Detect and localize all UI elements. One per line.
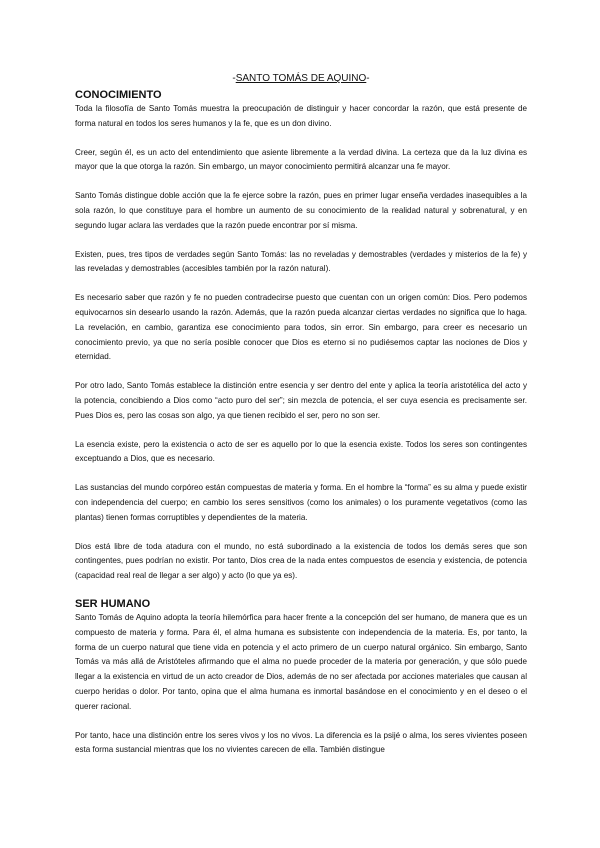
paragraph: Dios está libre de toda atadura con el mundo, no está subordinado a la existencia de todos los demás seres que son contingentes, pues podrían no existir. Por tanto, Dios crea de la nada entes compuestos de esencia y existencia, de potencia (capacidad real real de llegar a ser algo) y acto (lo que ya es). [75,541,527,581]
paragraph: Por tanto, hace una distinción entre los seres vivos y los no vivos. La diferencia es la psijé o alma, los seres vivientes poseen esta forma sustancial mientras que los no vivientes carecen de ella. También distingue [75,730,527,755]
paragraph: Santo Tomás de Aquino adopta la teoría hilemórfica para hacer frente a la concepción del ser humano, de manera que es un compuesto de materia y forma. Para él, el alma humana es subsistente con independencia de la materia. Es, por tanto, la forma de un cuerpo natural que tiene vida en potencia y el acto primero de un cuerpo natural orgánico. Sin embargo, Santo Tomás va más allá de Aristóteles afirmando que el alma no puede proceder de la materia por generación, y que sólo puede llegar a la existencia en virtud de un acto creador de Dios, además de no ser afectada por acciones materiales que causan al cuerpo heridas o dolor. Por tanto, opina que el alma humana es inmortal basándose en el conocimiento y en el deseo o el querer racional. [75,612,527,711]
paragraph: Existen, pues, tres tipos de verdades según Santo Tomás: las no reveladas y demostrables (verdades y misterios de la fe) y las reveladas y demostrables (accesibles también por la razón natural). [75,249,527,274]
paragraph: Toda la filosofía de Santo Tomás muestra la preocupación de distinguir y hacer concordar la razón, que está presente de forma natural en todos los seres humanos y la fe, que es un don divino. [75,104,527,128]
paragraph: Las sustancias del mundo corpóreo están compuestas de materia y forma. En el hombre la “forma” es su alma y puede existir con independencia del cuerpo; en cambio los seres sensitivos (como los animales) o los puramente vegetativos (como las plantas) tienen formas corruptibles y dependientes de la materia. [75,483,527,522]
title-prefix: - [232,73,236,84]
title-text: SANTO TOMÁS DE AQUINO [235,73,367,84]
section-heading-conocimiento: CONOCIMIENTO [75,89,162,101]
paragraph: Creer, según él, es un acto del entendimiento que asiente libremente a la verdad divina. La certeza que da la luz divina es mayor que la que otorga la razón. Sin embargo, un mayor conocimiento permitirá alcanzar una fe mayor. [75,147,527,172]
section-heading-ser-humano: SER HUMANO [75,597,151,610]
title-suffix: - [366,73,370,84]
paragraph: Es necesario saber que razón y fe no pueden contradecirse puesto que cuentan con un origen común: Dios. Pero podemos equivocarnos sin desearlo usando la razón. Además, que la razón pueda alcanzar ciertas verdades no significa que lo haga. La revelación, en cambio, garantiza ese conocimiento para todos, sin error. Sin embargo, para creer es necesario un conocimiento previo, ya que no sería posible conocer que Dios es eterno si no pudiésemos captar las nociones de Dios y eternidad. [75,293,527,362]
document-title [75,72,527,85]
document-page [75,72,527,772]
paragraph: Santo Tomás distingue doble acción que la fe ejerce sobre la razón, pues en primer lugar enseña verdades inasequibles a la sola razón, lo que constituye para el hombre un aumento de su conocimiento de la realidad natural y sobrenatural, y en segundo lugar aclara las verdades que la razón puede encontrar por sí misma. [75,191,527,230]
paragraph: Por otro lado, Santo Tomás establece la distinción entre esencia y ser dentro del ente y aplica la teoría aristotélica del acto y la potencia, concibiendo a Dios como “acto puro del ser”; sin mezcla de potencia, el ser cuya esencia es precisamente ser. Pues Dios es, pero las cosas son algo, ya que tienen recibido el ser, pero no son ser. [75,381,527,420]
paragraph: La esencia existe, pero la existencia o acto de ser es aquello por lo que la esencia existe. Todos los seres son contingentes exceptuando a Dios, que es necesario. [75,439,527,464]
